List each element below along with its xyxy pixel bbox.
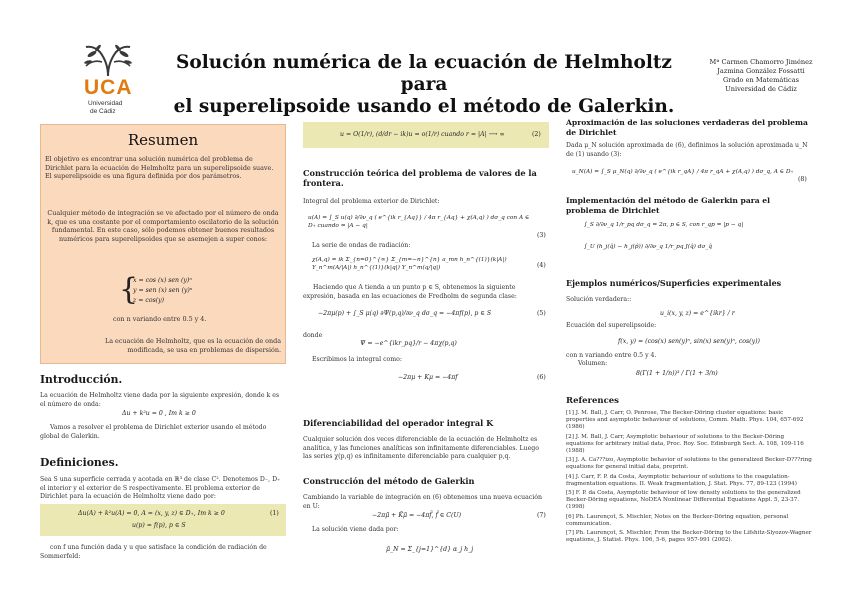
intro-title: Introducción. bbox=[40, 373, 123, 386]
col2-p6: Cambiando la variable de integración en (6) obtenemos una nueva ecuación en U: bbox=[303, 494, 542, 510]
eq-3-number: (3) bbox=[537, 232, 546, 239]
col3-heading-3: Ejemplos numéricos/Superficies experimentales bbox=[566, 278, 782, 288]
eq-volume: 8(Γ(1 + 1/n))³ / Γ(1 + 3/n) bbox=[636, 370, 718, 377]
university-logo bbox=[78, 42, 138, 115]
col2-heading-2: Diferenciabilidad del operador integral K bbox=[303, 418, 494, 428]
galerkin-solution-eq: μ̃_N = Σ_{j=1}^{d} α_j h_j bbox=[386, 546, 474, 553]
sommerfeld-eq: u = O(1/r), (d/dr − ik)u = o(1/r) cuando r = |A| ⟶ ∞ bbox=[340, 131, 505, 138]
heraldic-tree-icon bbox=[78, 42, 138, 78]
eq-psi: Ψ = −e^{ikr_pq}/r − 4πχ(p,q) bbox=[360, 340, 457, 347]
eq-6-number: (6) bbox=[537, 374, 546, 381]
resumen-p1: El objetivo es encontrar una solución numérica del problema de Dirichlet para la ecuación de Helmholtz para un superelipsoide suave. El superelipsoide es una figura definida por dos parámetros. bbox=[45, 155, 274, 181]
eq-7-number: (7) bbox=[537, 512, 546, 519]
col3-p1: Dada μ_N solución aproximada de (6), definimos la solución aproximada u_N de (1) usando (3): bbox=[566, 142, 808, 158]
defs-eq2: u(p) = f(p), p ∈ S bbox=[132, 522, 186, 529]
reference-item: [6] Ph. Laurençot, S. Mischler, Notes on the Becker-Döring equation, personal communication. bbox=[566, 513, 789, 527]
col2-p3: Haciendo que A tienda a un punto p ∈ S, obtenemos la siguiente expresión, basada en las ecuaciones de Fredholm de segunda clase: bbox=[303, 284, 517, 300]
eq-5: −2πμ(p) + ∫_S μ(q) ∂Ψ(p,q)/∂ν_q dσ_q = −4πf(p), p ∈ S bbox=[318, 310, 492, 317]
resumen-title: Resumen bbox=[127, 131, 199, 149]
poster-title bbox=[160, 52, 688, 118]
logo-text: UCA bbox=[84, 76, 133, 99]
resumen-p2: Cualquier método de integración se ve afectado por el número de onda k, que es una costante por el comportamiento oscilatorio de la solución fundamental. En este caso, sólo podemos obtener buenos resultados numéricos para superelipsoides que se asemejen a super conos: bbox=[47, 209, 279, 243]
eq-10: ∫_U (h_j(q̂) − h_j(p̂)) ∂/∂ν_q 1/r_pq J(q̂) dσ_q̂ bbox=[584, 244, 713, 250]
intro-p1: La ecuación de Helmholtz viene dada por la siguiente expresión, donde k es el número de onda: bbox=[40, 392, 280, 408]
eq-4: χ(A,q) = ik Σ_{n=0}^{∞} Σ_{m=−n}^{n} a_mn h_n^{(1)}(k|A|) Y_n^m(A/|A|) h_n^{(1)}(k|q|) Y_n^m(q/|q|) bbox=[312, 257, 507, 271]
defs-title: Definiciones. bbox=[40, 456, 119, 469]
degree: Grado en Matemáticas bbox=[722, 76, 800, 84]
col3-heading-2: Implementación del método de Galerkin para el problema de Dirichlet bbox=[566, 196, 771, 215]
col2-donde: donde bbox=[303, 332, 323, 339]
defs-p1: Sea S una superficie cerrada y acotada en ℝ³ de clase C². Denotemos D₋, D₊ el interior y el exterior de S respectivamente. El problema exterior de Dirichlet para la ecuación de Helmholtz viene dado por: bbox=[40, 476, 281, 501]
col2-p7: La solución viene dada por: bbox=[312, 526, 399, 533]
university: Universidad de Cádiz bbox=[725, 85, 797, 93]
author-2: Jazmina González Fossatti bbox=[717, 67, 805, 75]
resumen-box bbox=[40, 124, 286, 364]
defs-eq1: Δu(A) + k²u(A) = 0, A = (x, y, z) ∈ D₊, Im k ≥ 0 bbox=[78, 510, 225, 517]
col2-p2: La serie de ondas de radiación: bbox=[312, 242, 411, 249]
col2-heading-3: Construcción del método de Galerkin bbox=[303, 476, 475, 486]
intro-p2: Vamos a resolver el problema de Dirichlet exterior usando el método global de Galerkin. bbox=[40, 424, 267, 440]
system-eq-2: y = sen (x) sen (y)ⁿ bbox=[133, 287, 193, 294]
reference-item: [7] Ph. Laurençot, S. Mischler, From the Becker-Döring to the Lifshitz-Slyozov-Wagner equations, J. Statist. Phys. 106, 5-6, pages 957-991 (2002). bbox=[566, 530, 812, 544]
col2-p4: Escribimos la integral como: bbox=[312, 356, 402, 363]
title-line-1: Solución numérica de la ecuación de Helmholtz para bbox=[176, 52, 672, 95]
col2-p5: Cualquier solución dos veces diferenciable de la ecuación de Helmholtz es analítica, y las funciones analíticas son infinitamente diferenciables. Luego las series χ(p,q) es infinitamente diferenciable para cualquier p,q. bbox=[303, 436, 539, 461]
intro-eq: Δu + k²u = 0 , Im k ≥ 0 bbox=[122, 410, 196, 417]
col3-p5: Volumen: bbox=[578, 360, 608, 367]
resumen-p4: La ecuación de Helmholtz, que es la ecuación de onda modificada, se usa en problemas de dispersión. bbox=[104, 337, 281, 354]
col3-p3: Ecuación del superelipsoide: bbox=[566, 322, 657, 329]
resumen-p3: con n variando entre 0.5 y 4. bbox=[113, 315, 207, 323]
eq-8-number: (8) bbox=[798, 176, 807, 183]
eq-5-number: (5) bbox=[537, 310, 546, 317]
col3-heading-1: Aproximación de las soluciones verdaderas del problema de Dirichlet bbox=[566, 118, 808, 137]
system-eq-3: z = cos(y) bbox=[133, 297, 165, 304]
reference-item: [3] J. A. Ca???izo, Asymptotic behavior of solutions to the generalized Becker-D???ring equations for general initial data, preprint. bbox=[566, 457, 812, 471]
eq-8: u_N(A) = ∫_S μ_N(q) ∂/∂ν_q ( e^{ik r_qA} / 4π r_qA + χ(A,q) ) dσ_q, A ∈ D₊ bbox=[572, 169, 794, 175]
system-eq-1: x = cos (x) sen (y)ⁿ bbox=[133, 277, 192, 284]
eq-7: −2πμ̃ + K̃μ̃ = −4πf̃, f̃ ∈ C(U) bbox=[372, 512, 462, 519]
defs-eq-box bbox=[40, 504, 286, 536]
eq-9: ∫_S ∂/∂ν_q 1/r_pq dσ_q = 2π, p ∈ S, con r_qp = |p − q| bbox=[584, 222, 744, 228]
eq-true-solution: u_i(x, y, z) = e^{ikr} / r bbox=[660, 310, 735, 317]
col3-p4: con n variando entre 0.5 y 4. bbox=[566, 352, 657, 359]
authors-block bbox=[700, 58, 822, 94]
resumen-system bbox=[119, 272, 239, 309]
col2-heading-1: Construcción teórica del problema de valores de la frontera. bbox=[303, 168, 537, 188]
reference-item: [1] J. M. Ball, J. Carr, O. Penrose, The Becker-Döring cluster equations: basic properties and asymptotic behaviour of solutions, Comm. Math. Phys. 104, 657-692 (1986) bbox=[566, 410, 804, 431]
references-list bbox=[566, 410, 812, 546]
reference-item: [4] J. Carr, F. P. da Costa, Asymptotic behaviour of solutions to the coagulation-fragmentation equations. II. Weak fragmentation, J. Stat. Phys. 77, 89-123 (1994) bbox=[566, 473, 797, 487]
col2-p1: Integral del problema exterior de Dirichlet: bbox=[303, 198, 440, 205]
reference-item: [5] F. P. da Costa, Asymptotic behaviour of low density solutions to the generalized Becker-Döring equations, NoDEA Nonlinear Differential Equations Appl. 5, 23-37. (1998) bbox=[566, 490, 801, 511]
references-title: References bbox=[566, 396, 619, 406]
eq-6: −2πμ + Kμ = −4πf bbox=[398, 374, 458, 381]
col3-p2: Solución verdadera:: bbox=[566, 296, 632, 303]
defs-p2: con f una función dada y u que satisface la condición de radiación de Sommerfeld: bbox=[40, 544, 267, 560]
logo-subtitle-1: Universidad bbox=[88, 100, 123, 107]
brace-icon: { bbox=[119, 272, 139, 307]
sommerfeld-eq-number: (2) bbox=[532, 131, 541, 138]
logo-subtitle-2: de Cádiz bbox=[90, 108, 116, 115]
title-line-2: el superelipsoide usando el método de Galerkin. bbox=[173, 96, 675, 117]
eq-superellipsoid: f(x, y) = (cos(x) sen(y)ⁿ, sin(x) sen(y)ⁿ, cos(y)) bbox=[618, 338, 760, 345]
eq-4-number: (4) bbox=[537, 262, 546, 269]
author-1: Mª Carmen Chamorro Jiménez bbox=[709, 58, 813, 66]
defs-eq1-number: (1) bbox=[270, 510, 279, 517]
eq-3: u(A) = ∫_S u(q) ∂/∂ν_q ( e^{ik r_{Aq}} / 4π r_{Aq} + χ(A,q) ) dσ_q con A ∈ D₊ cuando = |A − q| bbox=[308, 215, 530, 229]
reference-item: [2] J. M. Ball, J. Carr, Asymptotic behaviour of solutions to the Becker-Döring equations for arbitrary initial data, Proc. Roy. Soc. Edinburgh Sect. A. 108, 109-116 (1988) bbox=[566, 433, 804, 455]
